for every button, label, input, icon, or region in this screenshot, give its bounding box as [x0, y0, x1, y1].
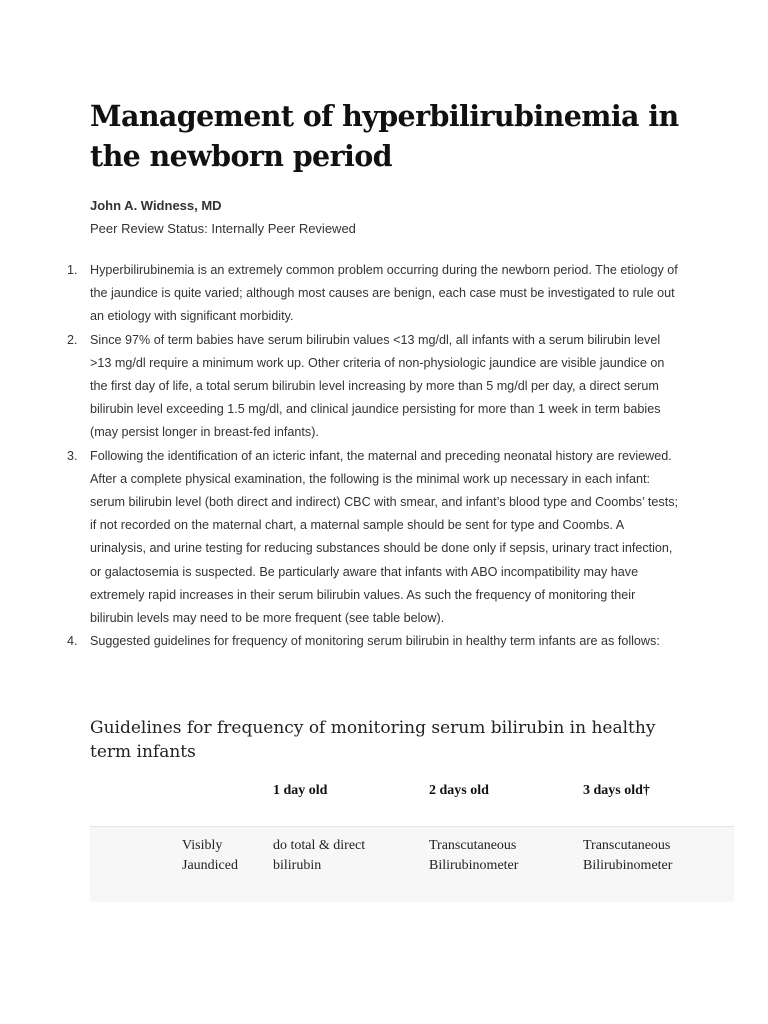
list-item-text: Hyperbilirubinemia is an extremely common problem occurring during the newborn period. The etiology of the jaundice is quite varied; although most causes are benign, each case must be investigated to rule out an etiology with significant morbidity.	[90, 263, 678, 324]
list-item-text: Following the identification of an icteric infant, the maternal and preceding neonatal history are reviewed. After a complete physical examination, the following is the minimal work up necessary in each infant: serum bilirubin level (both direct and indirect) CBC with smear, and infant’s blood type and Coombs’ tests; if not recorded on the maternal chart, a maternal sample should be sent for type and Coombs. A urinalysis, and urine testing for reducing substances should be done only if sepsis, urinary tract infection, or galactosemia is suspected. Be particularly aware that infants with ABO incompatibility may have extremely rapid increases in their serum bilirubin values. As such the frequency of monitoring their bilirubin levels may need to be more frequent (see table below).	[90, 448, 678, 626]
list-item-number: 1.	[67, 263, 78, 277]
list-item-number: 4.	[67, 634, 78, 649]
list-item-number: 3.	[67, 448, 78, 463]
table-cell-3-days: Transcutaneous Bilirubinometer	[583, 838, 673, 873]
column-header-2-days: 2 days old	[429, 783, 489, 798]
guideline-list	[67, 259, 682, 653]
monitoring-table	[90, 772, 734, 902]
column-header-3-days: 3 days old†	[583, 783, 650, 798]
table-cell-1-day: do total & direct bilirubin	[273, 838, 366, 873]
page-title: Management of hyperbilirubinemia in the newborn period	[90, 99, 679, 173]
table-cell-2-days: Transcutaneous Bilirubinometer	[429, 838, 519, 873]
list-item-text: Since 97% of term babies have serum bilirubin values <13 mg/dl, all infants with a serum bilirubin level >13 mg/dl require a minimum work up. Other criteria of non-physiologic jaundice are visible jaundice on the first day of life, a total serum bilirubin level increasing by more than 5 mg/dl per day, a direct serum bilirubin level exceeding 1.5 mg/dl, and clinical jaundice persisting for more than 1 week in term babies (may persist longer in breast-fed infants).	[90, 332, 665, 440]
peer-review-status: Peer Review Status: Internally Peer Reviewed	[90, 221, 356, 236]
list-item	[67, 630, 682, 653]
row-label-visibly-jaundiced: Visibly Jaundiced	[182, 838, 238, 873]
author-name: John A. Widness, MD	[90, 198, 222, 213]
list-item	[67, 445, 682, 631]
list-item	[67, 329, 682, 445]
list-item-text: Suggested guidelines for frequency of monitoring serum bilirubin in healthy term infants are as follows:	[90, 634, 660, 649]
column-header-1-day: 1 day old	[273, 783, 328, 798]
table-heading: Guidelines for frequency of monitoring serum bilirubin in healthy term infants	[90, 718, 656, 762]
list-item-number: 2.	[67, 332, 78, 347]
list-item	[67, 259, 682, 329]
